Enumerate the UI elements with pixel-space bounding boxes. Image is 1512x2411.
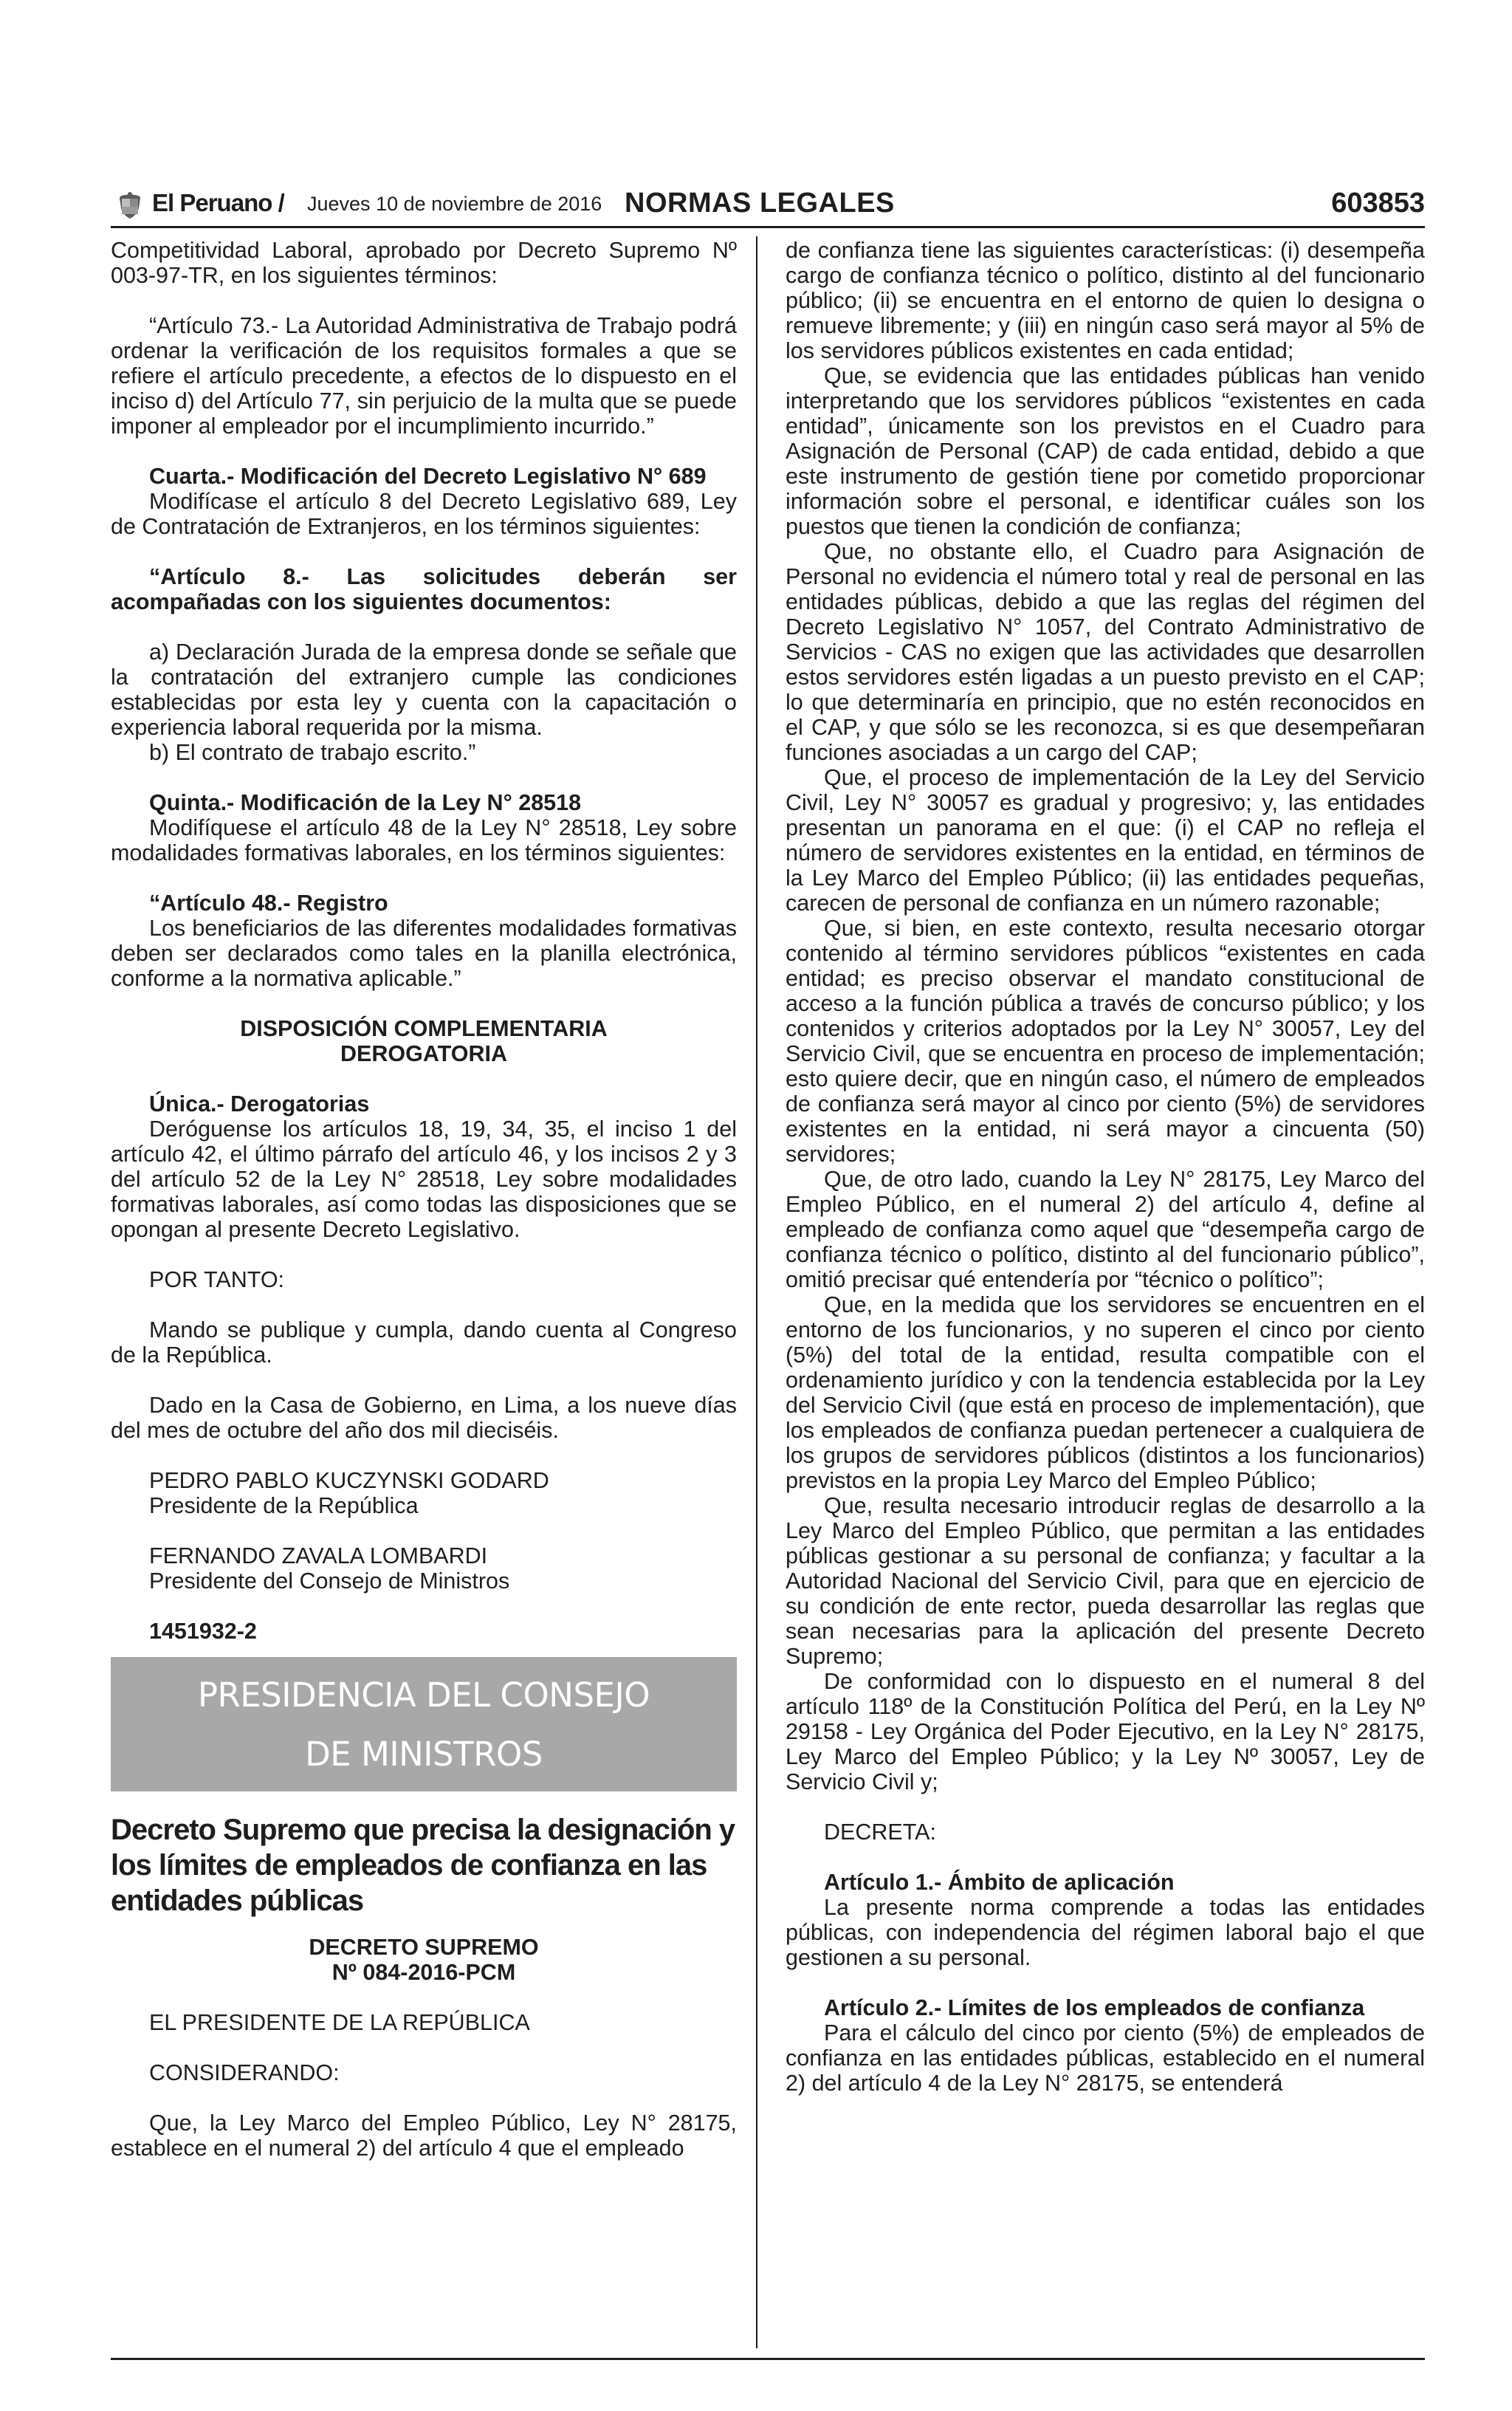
signatory-name: PEDRO PABLO KUCZYNSKI GODARD [149,1468,549,1493]
paragraph: CONSIDERANDO: [149,2060,340,2085]
paragraph: Los beneficiarios de las diferentes modalidades formativas deben ser declarados como tales en la planilla electrónica, conforme a la normativa aplicable.” [111,916,737,991]
paragraph: Que, la Ley Marco del Empleo Público, Ley N° 28175, establece en el numeral 2) del artículo 4 que el empleado [111,2110,737,2161]
paragraph: EL PRESIDENTE DE LA REPÚBLICA [149,2010,530,2035]
header-rule [111,226,1425,228]
article-1-heading: Artículo 1.- Ámbito de aplicación [824,1870,1175,1895]
article-8-heading: “Artículo 8.- Las solicitudes deberán ser acompañadas con los siguientes documentos: [111,564,737,614]
quinta-heading: Quinta.- Modificación de la Ley N° 28518 [149,790,582,815]
disposition-heading: DEROGATORIA [340,1041,507,1066]
footer-rule [111,2358,1425,2360]
paragraph: Que, en la medida que los servidores se encuentren en el entorno de los funcionarios, y no superen el cinco por ciento (5%) del total de la entidad, resulta compatible con el ordenamiento jurídico y con la tendencia establecida por la Ley del Servicio Civil (que está en proceso de implementación), que los empleados de confianza puedan pertenecer a cualquiera de los grupos de servidores públicos (distintos a los funcionarios) previstos en la propia Ley Marco del Empleo Público; [786,1292,1425,1493]
paragraph: La presente norma comprende a todas las entidades públicas, con independencia del régimen laboral bajo el que gestionen a su personal. [786,1895,1425,1970]
paragraph: Dado en la Casa de Gobierno, en Lima, a los nueve días del mes de octubre del año dos mil dieciséis. [111,1393,737,1443]
paragraph: Que, no obstante ello, el Cuadro para Asignación de Personal no evidencia el número total y real de personal en las entidades públicas, debido a que las reglas del régimen del Decreto Legislativo N° 1057, del Contrato Administrativo de Servicios - CAS no exigen que las actividades que desarrollen estos servidores estén ligadas a un puesto previsto en el CAP; lo que determinaría en principio, que no estén reconocidos en el CAP, y que sólo se les reconozca, si es que desempeñaran funciones asociadas a un cargo del CAP; [786,539,1425,765]
quoted-article-73: “Artículo 73.- La Autoridad Administrativa de Trabajo podrá ordenar la verificación de los requisitos formales a que se refiere el artículo precedente, a efectos de lo dispuesto en el inciso d) del Artículo 77, sin perjuicio de la multa que se puede imponer al empleador por el incumplimiento incurrido.” [111,313,737,439]
decree-number: Nº 084-2016-PCM [331,1960,516,1985]
paragraph: De conformidad con lo dispuesto en el numeral 8 del artículo 118º de la Constitución Política del Perú, en la Ley Nº 29158 - Ley Orgánica del Poder Ejecutivo, en la Ley N° 28175, Ley Marco del Empleo Público; y la Ley Nº 30057, Ley de Servicio Civil y; [786,1669,1425,1794]
paragraph: Que, si bien, en este contexto, resulta necesario otorgar contenido al término servidores públicos “existentes en cada entidad; es preciso observar el mandato constitucional de acceso a la función pública a través de concurso público; y los contenidos y criterios adoptados por la Ley N° 30057, Ley del Servicio Civil, que se encuentra en proceso de implementación; esto quiere decir, que en ningún caso, el número de empleados de confianza será mayor al cinco por ciento (5%) de servidores existentes en la entidad, ni será mayor a cincuenta (50) servidores; [786,916,1425,1167]
decreta-label: DECRETA: [824,1820,936,1845]
banner-line: PRESIDENCIA DEL CONSEJO [197,1676,650,1715]
paragraph: Que, se evidencia que las entidades públicas han venido interpretando que los servidores públicos “existentes en cada entidad”, únicamente son los previstos en el Cuadro para Asignación de Personal (CAP) de cada entidad, debido a que este instrumento de gestión tiene por cometido proporcionar información sobre el personal, e identificar cuáles son los puestos que tienen la condición de confianza; [786,363,1425,539]
decree-label: DECRETO SUPREMO [309,1935,539,1960]
page-number: 603853 [1331,188,1425,219]
signatory-title: Presidente del Consejo de Ministros [149,1568,510,1594]
left-column [111,238,737,2161]
paragraph: Que, resulta necesario introducir reglas de desarrollo a la Ley Marco del Empleo Público, que permitan a las entidades públicas gestionar a su personal de confianza; y facultar a la Autoridad Nacional del Servicio Civil, para que en ejercicio de su condición de ente rector, pueda desarrollar las reglas que sean necesarias para la aplicación del presente Decreto Supremo; [786,1493,1425,1669]
newspaper-name: El Peruano / [152,189,284,216]
paragraph: Que, de otro lado, cuando la Ley N° 28175, Ley Marco del Empleo Público, en el numeral 2) del artículo 4, define al empleado de confianza como aquel que “desempeña cargo de confianza técnico o político, distinto al del funcionario público”, omitió precisar qué entendería por “técnico o político”; [786,1167,1425,1292]
column-divider [756,236,757,2348]
disposition-heading: DISPOSICIÓN COMPLEMENTARIA [240,1016,608,1041]
paragraph: Deróguense los artículos 18, 19, 34, 35, el inciso 1 del artículo 42, el último párrafo del artículo 46, y los incisos 2 y 3 del artículo 52 de la Ley N° 28518, Ley sobre modalidades formativas laborales, así como todas las disposiciones que se opongan al presente Decreto Legislativo. [111,1117,737,1242]
paragraph: Que, el proceso de implementación de la Ley del Servicio Civil, Ley N° 30057 es gradual y progresivo; y, las entidades presentan un panorama en el que: (i) el CAP no refleja el número de servidores existentes en la entidad, en términos de la Ley Marco del Empleo Público; (ii) las entidades pequeñas, carecen de personal de confianza en un número razonable; [786,765,1425,916]
cuarta-heading: Cuarta.- Modificación del Decreto Legislativo N° 689 [149,464,707,489]
document-code: 1451932-2 [149,1619,257,1644]
paragraph: a) Declaración Jurada de la empresa donde se señale que la contratación del extranjero cumple las condiciones establecidas por esta ley y cuenta con la capacitación o experiencia laboral requerida por la misma. [111,639,737,740]
unica-heading: Única.- Derogatorias [149,1091,370,1117]
paragraph: Modifícase el artículo 8 del Decreto Legislativo 689, Ley de Contratación de Extranjeros, en los términos siguientes: [111,489,737,539]
right-column [786,238,1425,2096]
section-banner [111,1657,737,1791]
paragraph: Competitividad Laboral, aprobado por Decreto Supremo Nº 003-97-TR, en los siguientes términos: [111,238,737,288]
paragraph: Modifíquese el artículo 48 de la Ley N° 28518, Ley sobre modalidades formativas laborales, en los términos siguientes: [111,815,737,865]
peru-coat-of-arms-icon [115,191,145,220]
banner-line: DE MINISTROS [305,1735,543,1774]
signatory-name: FERNANDO ZAVALA LOMBARDI [149,1543,488,1568]
header-separator: / [278,189,284,216]
paragraph: Para el cálculo del cinco por ciento (5%) de empleados de confianza en las entidades públicas, establecido en el numeral 2) del artículo 4 de la Ley N° 28175, se entenderá [786,2020,1425,2096]
section-title: NORMAS LEGALES [625,188,895,219]
paragraph: Mando se publique y cumpla, dando cuenta al Congreso de la República. [111,1317,737,1368]
article-48-heading: “Artículo 48.- Registro [149,891,388,916]
signatory-title: Presidente de la República [149,1493,419,1518]
decree-title: Decreto Supremo que precisa la designación y los límites de empleados de confianza en las entidades públicas [111,1814,735,1917]
paragraph: b) El contrato de trabajo escrito.” [149,740,476,765]
page-header [111,185,1425,229]
paragraph: POR TANTO: [149,1267,285,1292]
publication-date: Jueves 10 de noviembre de 2016 [307,193,602,215]
paragraph: de confianza tiene las siguientes características: (i) desempeña cargo de confianza técnico o político, distinto al del funcionario público; (ii) se encuentra en el entorno de quien lo designa o remueve libremente; y (iii) en ningún caso será mayor al 5% de los servidores públicos existentes en cada entidad; [786,238,1425,363]
article-2-heading: Artículo 2.- Límites de los empleados de confianza [824,1995,1365,2020]
